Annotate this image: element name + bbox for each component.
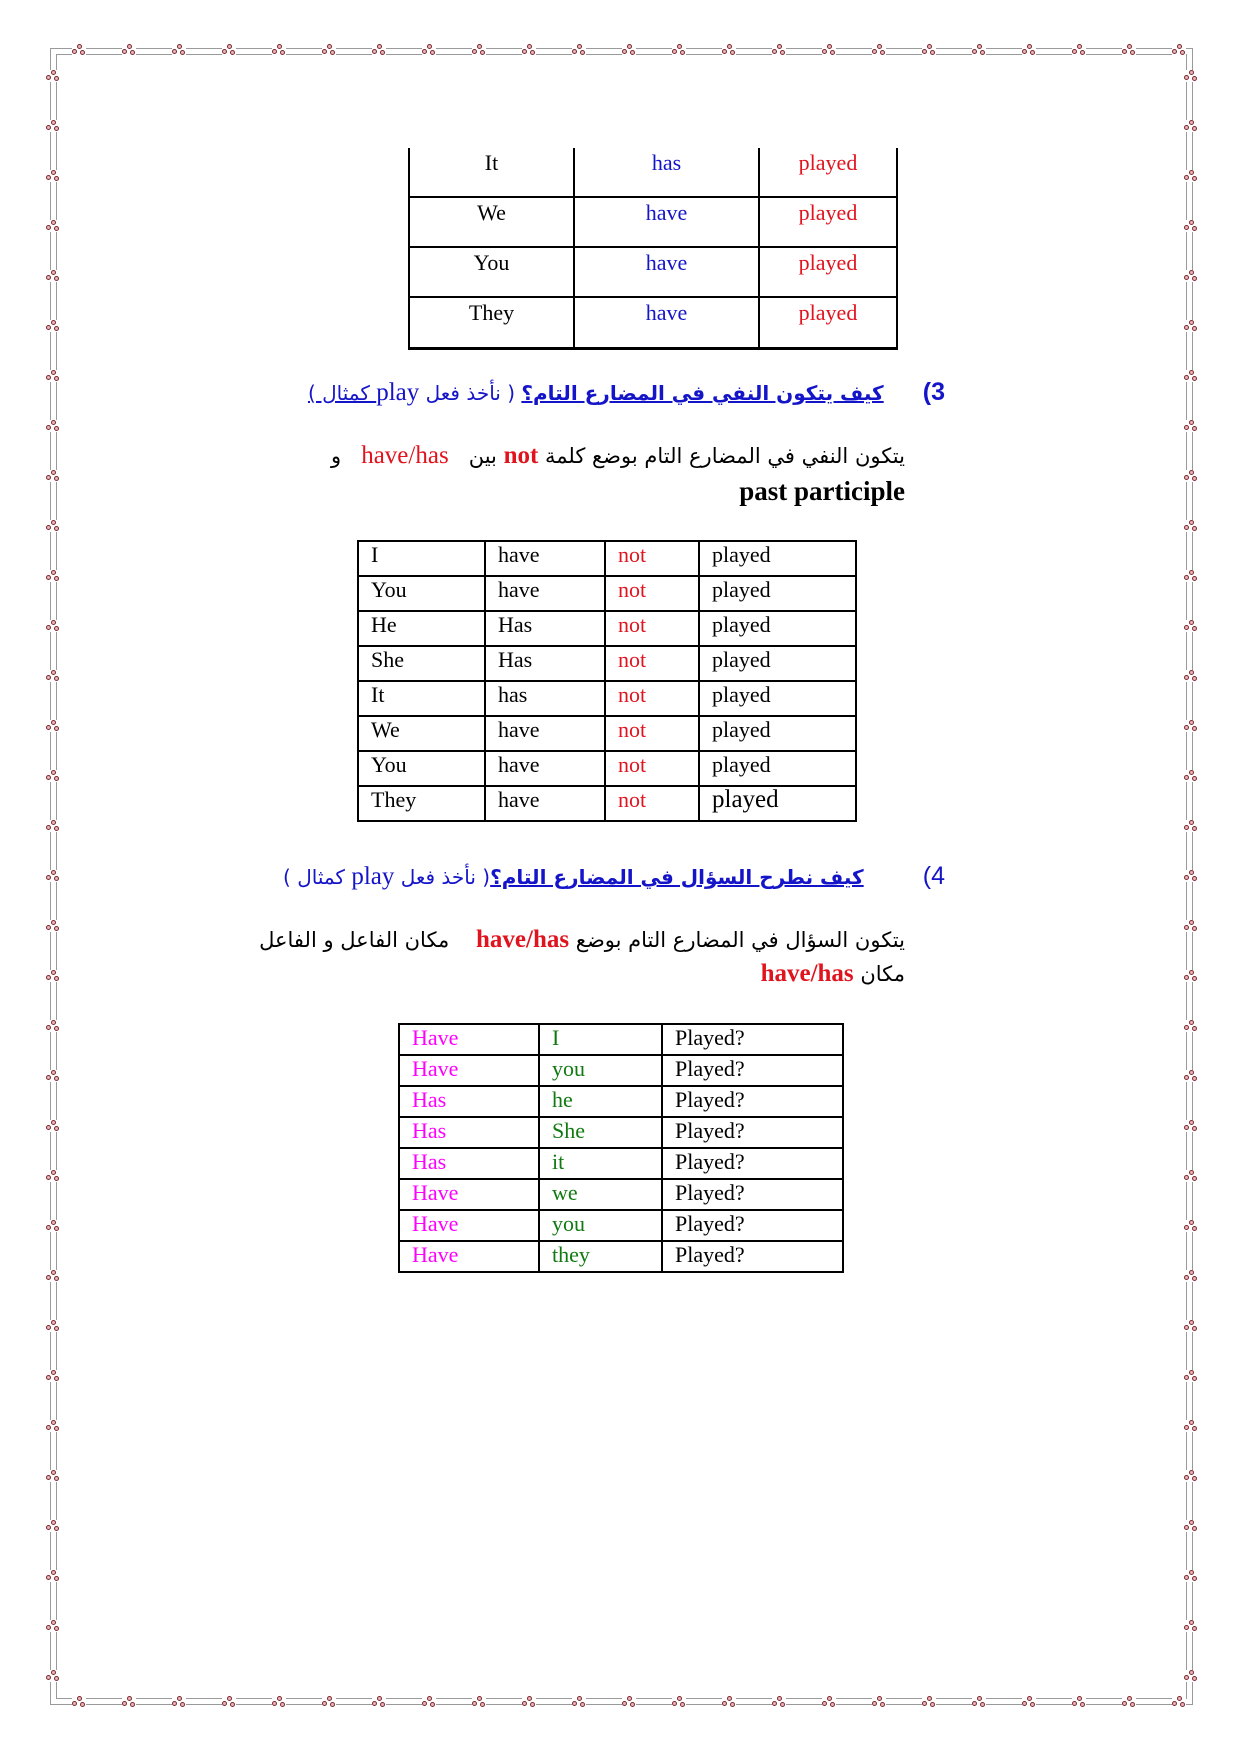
- subject: they: [552, 1242, 590, 1267]
- border-flower-icon: [46, 70, 60, 82]
- subject-cell: [409, 247, 574, 297]
- auxiliary-cell: [399, 1055, 539, 1086]
- auxiliary-cell: [485, 786, 605, 821]
- subject-cell: [358, 681, 485, 716]
- subject-cell: [358, 611, 485, 646]
- border-flower-icon: [1184, 1070, 1198, 1082]
- negation-cell: [605, 786, 699, 821]
- past-participle-question-cell: [662, 1055, 843, 1086]
- border-flower-icon: [222, 1696, 236, 1708]
- table-row: [358, 751, 856, 786]
- section-note: ( نأخذ فعل: [394, 865, 491, 889]
- past-participle: played: [712, 786, 779, 813]
- border-flower-icon: [72, 1696, 86, 1708]
- auxiliary-cell: [485, 681, 605, 716]
- border-flower-icon: [572, 1696, 586, 1708]
- negation: not: [618, 542, 647, 567]
- border-flower-icon: [46, 220, 60, 232]
- table-row: [399, 1024, 843, 1055]
- negation-cell: [605, 611, 699, 646]
- table-row: [399, 1241, 843, 1272]
- negation-cell: [605, 681, 699, 716]
- subject-cell: [539, 1055, 662, 1086]
- table-row: [358, 681, 856, 716]
- section-title: كيف نطرح السؤال في المضارع التام؟: [490, 865, 864, 889]
- border-flower-icon: [46, 920, 60, 932]
- border-flower-icon: [1184, 1120, 1198, 1132]
- past-participle-question: Played?: [675, 1118, 745, 1143]
- section-note-end: كمثال ): [283, 865, 352, 889]
- auxiliary-cell: [574, 297, 759, 349]
- border-flower-icon: [46, 720, 60, 732]
- subject: I: [552, 1025, 560, 1050]
- auxiliary-cell: [399, 1179, 539, 1210]
- border-flower-icon: [1122, 44, 1136, 56]
- auxiliary: Have: [412, 1056, 459, 1081]
- border-flower-icon: [46, 820, 60, 832]
- negation: not: [618, 787, 647, 812]
- border-flower-icon: [1184, 1220, 1198, 1232]
- border-flower-icon: [46, 1020, 60, 1032]
- subject: we: [552, 1180, 578, 1205]
- auxiliary-cell: [574, 197, 759, 247]
- border-flower-icon: [1184, 120, 1198, 132]
- auxiliary: has: [651, 150, 682, 175]
- subject: You: [473, 250, 510, 275]
- negation: not: [618, 752, 647, 777]
- subject: They: [371, 787, 417, 812]
- subject-cell: [358, 716, 485, 751]
- subject-cell: [539, 1241, 662, 1272]
- border-flower-icon: [322, 44, 336, 56]
- border-flower-icon: [122, 1696, 136, 1708]
- border-flower-icon: [872, 1696, 886, 1708]
- question-table: [398, 1023, 844, 1273]
- border-flower-icon: [1184, 520, 1198, 532]
- border-flower-icon: [172, 44, 186, 56]
- subject-cell: [539, 1148, 662, 1179]
- border-flower-icon: [1172, 1696, 1186, 1708]
- auxiliary-cell: [485, 611, 605, 646]
- auxiliary: have: [498, 717, 540, 742]
- past-participle-question-cell: [662, 1117, 843, 1148]
- subject-cell: [358, 541, 485, 576]
- auxiliary: have: [498, 752, 540, 777]
- border-flower-icon: [722, 44, 736, 56]
- auxiliary-cell: [399, 1241, 539, 1272]
- border-flower-icon: [46, 320, 60, 332]
- border-flower-icon: [1184, 670, 1198, 682]
- auxiliary-cell: [485, 646, 605, 681]
- border-flower-icon: [1184, 370, 1198, 382]
- subject: he: [552, 1087, 573, 1112]
- border-flower-icon: [422, 1696, 436, 1708]
- auxiliary-cell: [485, 541, 605, 576]
- auxiliary: have: [645, 300, 688, 325]
- subject-cell: [358, 646, 485, 681]
- past-participle-cell: [699, 716, 856, 751]
- table-row: [358, 541, 856, 576]
- paragraph-text: و: [331, 444, 348, 468]
- past-participle-cell: [699, 541, 856, 576]
- auxiliary: Have: [412, 1242, 459, 1267]
- border-flower-icon: [922, 1696, 936, 1708]
- border-flower-icon: [46, 1220, 60, 1232]
- subject-cell: [409, 197, 574, 247]
- past-participle-question-cell: [662, 1210, 843, 1241]
- past-participle: played: [798, 250, 858, 275]
- border-flower-icon: [46, 770, 60, 782]
- paragraph-text: يتكون السؤال في المضارع التام بوضع: [569, 928, 905, 952]
- border-flower-icon: [1184, 770, 1198, 782]
- past-participle-question: Played?: [675, 1242, 745, 1267]
- border-flower-icon: [46, 1520, 60, 1532]
- border-flower-icon: [46, 1120, 60, 1132]
- table-row: [409, 197, 897, 247]
- past-participle-question: Played?: [675, 1180, 745, 1205]
- border-flower-icon: [572, 44, 586, 56]
- border-flower-icon: [1184, 1370, 1198, 1382]
- border-flower-icon: [422, 44, 436, 56]
- keyword-not: not: [503, 442, 539, 469]
- subject-cell: [358, 786, 485, 821]
- table-row: [358, 646, 856, 681]
- table-row: [358, 576, 856, 611]
- paragraph-text: يتكون النفي في المضارع التام بوضع كلمة: [538, 444, 905, 468]
- border-flower-icon: [522, 44, 536, 56]
- border-flower-icon: [1184, 70, 1198, 82]
- border-flower-icon: [1184, 570, 1198, 582]
- border-flower-icon: [972, 44, 986, 56]
- border-flower-icon: [46, 1620, 60, 1632]
- paragraph-text: مكان الفاعل و الفاعل: [259, 928, 456, 952]
- border-flower-icon: [372, 44, 386, 56]
- auxiliary: Has: [412, 1118, 447, 1143]
- auxiliary: Have: [412, 1025, 459, 1050]
- border-flower-icon: [972, 1696, 986, 1708]
- negative-table: [357, 540, 857, 822]
- border-flower-icon: [46, 1570, 60, 1582]
- auxiliary: have: [645, 250, 688, 275]
- border-flower-icon: [46, 1270, 60, 1282]
- border-flower-icon: [172, 1696, 186, 1708]
- subject-cell: [539, 1086, 662, 1117]
- border-flower-icon: [46, 870, 60, 882]
- past-participle-question: Played?: [675, 1149, 745, 1174]
- subject: You: [371, 577, 407, 602]
- section-4-heading: [283, 862, 945, 891]
- subject: He: [371, 612, 397, 637]
- border-flower-icon: [1072, 44, 1086, 56]
- section-3-paragraph: [331, 442, 905, 470]
- past-participle-cell: [759, 197, 897, 247]
- negation: not: [618, 612, 647, 637]
- past-participle-cell: [699, 646, 856, 681]
- border-flower-icon: [1022, 1696, 1036, 1708]
- table-row: [409, 247, 897, 297]
- past-participle: played: [712, 682, 771, 707]
- auxiliary: has: [498, 682, 528, 707]
- auxiliary-cell: [485, 751, 605, 786]
- subject: She: [552, 1118, 585, 1143]
- subject: They: [468, 300, 515, 325]
- border-flower-icon: [1072, 1696, 1086, 1708]
- subject-cell: [539, 1179, 662, 1210]
- border-flower-icon: [1184, 420, 1198, 432]
- border-flower-icon: [1184, 270, 1198, 282]
- auxiliary-cell: [399, 1210, 539, 1241]
- section-note-end: كمثال ): [307, 381, 377, 405]
- border-flower-icon: [46, 1670, 60, 1682]
- auxiliary: Has: [412, 1149, 447, 1174]
- negation: not: [618, 717, 647, 742]
- negation-cell: [605, 751, 699, 786]
- past-participle-cell: [699, 681, 856, 716]
- border-flower-icon: [1184, 820, 1198, 832]
- auxiliary-cell: [399, 1024, 539, 1055]
- past-participle: played: [712, 647, 771, 672]
- auxiliary: Has: [498, 612, 533, 637]
- past-participle-cell: [759, 148, 897, 197]
- section-4-paragraph: [259, 926, 905, 954]
- subject: it: [552, 1149, 565, 1174]
- past-participle: played: [712, 542, 771, 567]
- border-flower-icon: [322, 1696, 336, 1708]
- border-flower-icon: [922, 44, 936, 56]
- border-flower-icon: [1184, 1170, 1198, 1182]
- auxiliary-cell: [399, 1148, 539, 1179]
- auxiliary-cell: [485, 716, 605, 751]
- past-participle-question-cell: [662, 1179, 843, 1210]
- keyword-have-has: have/has: [361, 442, 449, 469]
- border-flower-icon: [1184, 1670, 1198, 1682]
- border-flower-icon: [522, 1696, 536, 1708]
- auxiliary: have: [645, 200, 688, 225]
- border-flower-icon: [772, 1696, 786, 1708]
- subject: you: [552, 1056, 585, 1081]
- past-participle-line: [739, 476, 905, 507]
- border-flower-icon: [1184, 220, 1198, 232]
- border-flower-icon: [622, 44, 636, 56]
- subject-cell: [358, 751, 485, 786]
- border-flower-icon: [1184, 470, 1198, 482]
- past-participle-question: Played?: [675, 1087, 745, 1112]
- auxiliary: Has: [498, 647, 533, 672]
- border-flower-icon: [46, 970, 60, 982]
- border-flower-icon: [46, 670, 60, 682]
- auxiliary-cell: [399, 1117, 539, 1148]
- auxiliary: Have: [412, 1211, 459, 1236]
- border-flower-icon: [472, 44, 486, 56]
- border-flower-icon: [46, 1470, 60, 1482]
- border-flower-icon: [1184, 1570, 1198, 1582]
- section-title: كيف يتكون النفي في المضارع التام؟: [521, 381, 884, 405]
- past-participle-question-cell: [662, 1024, 843, 1055]
- border-flower-icon: [46, 270, 60, 282]
- past-participle-cell: [699, 576, 856, 611]
- subject-cell: [539, 1024, 662, 1055]
- affirmative-table: [408, 148, 898, 350]
- example-verb: play: [351, 863, 395, 890]
- negation: not: [618, 647, 647, 672]
- subject: It: [484, 150, 499, 175]
- paragraph-text: مكان: [853, 962, 905, 986]
- subject: I: [371, 542, 379, 567]
- subject: She: [371, 647, 404, 672]
- auxiliary: have: [498, 542, 540, 567]
- past-participle: played: [798, 150, 858, 175]
- border-flower-icon: [1184, 320, 1198, 332]
- past-participle-cell: [699, 751, 856, 786]
- border-flower-icon: [1184, 1620, 1198, 1632]
- table-row: [358, 611, 856, 646]
- table-row: [399, 1148, 843, 1179]
- past-participle-question: Played?: [675, 1056, 745, 1081]
- keyword-have-has: have/has: [760, 960, 854, 987]
- border-flower-icon: [722, 1696, 736, 1708]
- border-flower-icon: [46, 370, 60, 382]
- negation: not: [618, 682, 647, 707]
- keyword-past-participle: past participle: [739, 476, 905, 506]
- border-flower-icon: [1184, 720, 1198, 732]
- table-row: [399, 1117, 843, 1148]
- table-row: [409, 297, 897, 349]
- auxiliary: have: [498, 787, 540, 812]
- border-flower-icon: [472, 1696, 486, 1708]
- border-flower-icon: [1184, 1520, 1198, 1532]
- paragraph-text: بين: [462, 444, 504, 468]
- past-participle-cell: [759, 247, 897, 297]
- subject: We: [477, 200, 506, 225]
- table-row: [399, 1179, 843, 1210]
- negation: not: [618, 577, 647, 602]
- example-verb: play: [376, 379, 420, 406]
- subject-cell: [539, 1210, 662, 1241]
- border-flower-icon: [1184, 620, 1198, 632]
- table-row: [399, 1210, 843, 1241]
- subject-cell: [539, 1117, 662, 1148]
- negation-cell: [605, 576, 699, 611]
- past-participle: played: [712, 752, 771, 777]
- past-participle: played: [798, 200, 858, 225]
- auxiliary-cell: [574, 247, 759, 297]
- past-participle-question: Played?: [675, 1025, 745, 1050]
- past-participle-question-cell: [662, 1241, 843, 1272]
- auxiliary: have: [498, 577, 540, 602]
- border-flower-icon: [122, 44, 136, 56]
- border-flower-icon: [46, 1370, 60, 1382]
- table-row: [358, 786, 856, 821]
- border-flower-icon: [222, 44, 236, 56]
- border-flower-icon: [272, 1696, 286, 1708]
- subject: We: [371, 717, 400, 742]
- border-flower-icon: [46, 120, 60, 132]
- border-flower-icon: [1122, 1696, 1136, 1708]
- negation-cell: [605, 541, 699, 576]
- table-row: [409, 148, 897, 197]
- table-row: [399, 1055, 843, 1086]
- table-row: [358, 716, 856, 751]
- border-flower-icon: [672, 1696, 686, 1708]
- subject: you: [552, 1211, 585, 1236]
- negation-cell: [605, 646, 699, 681]
- past-participle-question-cell: [662, 1086, 843, 1117]
- auxiliary: Have: [412, 1180, 459, 1205]
- section-number: 4): [922, 862, 945, 890]
- auxiliary-cell: [485, 576, 605, 611]
- border-flower-icon: [46, 620, 60, 632]
- border-flower-icon: [1184, 970, 1198, 982]
- border-flower-icon: [46, 520, 60, 532]
- border-flower-icon: [1184, 870, 1198, 882]
- section-3-heading: [308, 378, 945, 407]
- past-participle-cell: [759, 297, 897, 349]
- border-flower-icon: [46, 1320, 60, 1332]
- border-flower-icon: [46, 570, 60, 582]
- auxiliary-cell: [399, 1086, 539, 1117]
- border-flower-icon: [72, 44, 86, 56]
- past-participle: played: [798, 300, 858, 325]
- keyword-have-has: have/has: [476, 926, 570, 953]
- section-number: 3): [922, 378, 945, 406]
- past-participle-question: Played?: [675, 1211, 745, 1236]
- border-flower-icon: [872, 44, 886, 56]
- border-flower-icon: [1172, 44, 1186, 56]
- border-flower-icon: [46, 1170, 60, 1182]
- subject-cell: [358, 576, 485, 611]
- border-flower-icon: [1184, 1020, 1198, 1032]
- past-participle: played: [712, 577, 771, 602]
- subject-cell: [409, 297, 574, 349]
- subject: You: [371, 752, 407, 777]
- past-participle: played: [712, 612, 771, 637]
- border-flower-icon: [46, 470, 60, 482]
- border-flower-icon: [1022, 44, 1036, 56]
- past-participle-cell: [699, 786, 856, 821]
- subject: It: [371, 682, 385, 707]
- auxiliary: Has: [412, 1087, 447, 1112]
- auxiliary-cell: [574, 148, 759, 197]
- border-flower-icon: [622, 1696, 636, 1708]
- border-flower-icon: [822, 1696, 836, 1708]
- border-flower-icon: [1184, 1470, 1198, 1482]
- section-4-paragraph-line2: [761, 960, 905, 988]
- border-flower-icon: [46, 170, 60, 182]
- border-flower-icon: [1184, 170, 1198, 182]
- border-flower-icon: [672, 44, 686, 56]
- border-flower-icon: [272, 44, 286, 56]
- border-flower-icon: [772, 44, 786, 56]
- border-flower-icon: [1184, 1420, 1198, 1432]
- border-flower-icon: [46, 420, 60, 432]
- border-flower-icon: [372, 1696, 386, 1708]
- past-participle-cell: [699, 611, 856, 646]
- border-flower-icon: [822, 44, 836, 56]
- border-flower-icon: [46, 1420, 60, 1432]
- border-flower-icon: [1184, 1320, 1198, 1332]
- table-row: [399, 1086, 843, 1117]
- past-participle-question-cell: [662, 1148, 843, 1179]
- negation-cell: [605, 716, 699, 751]
- border-flower-icon: [46, 1070, 60, 1082]
- border-flower-icon: [1184, 1270, 1198, 1282]
- subject-cell: [409, 148, 574, 197]
- past-participle: played: [712, 717, 771, 742]
- border-flower-icon: [1184, 920, 1198, 932]
- section-note: ( نأخذ فعل: [419, 381, 522, 405]
